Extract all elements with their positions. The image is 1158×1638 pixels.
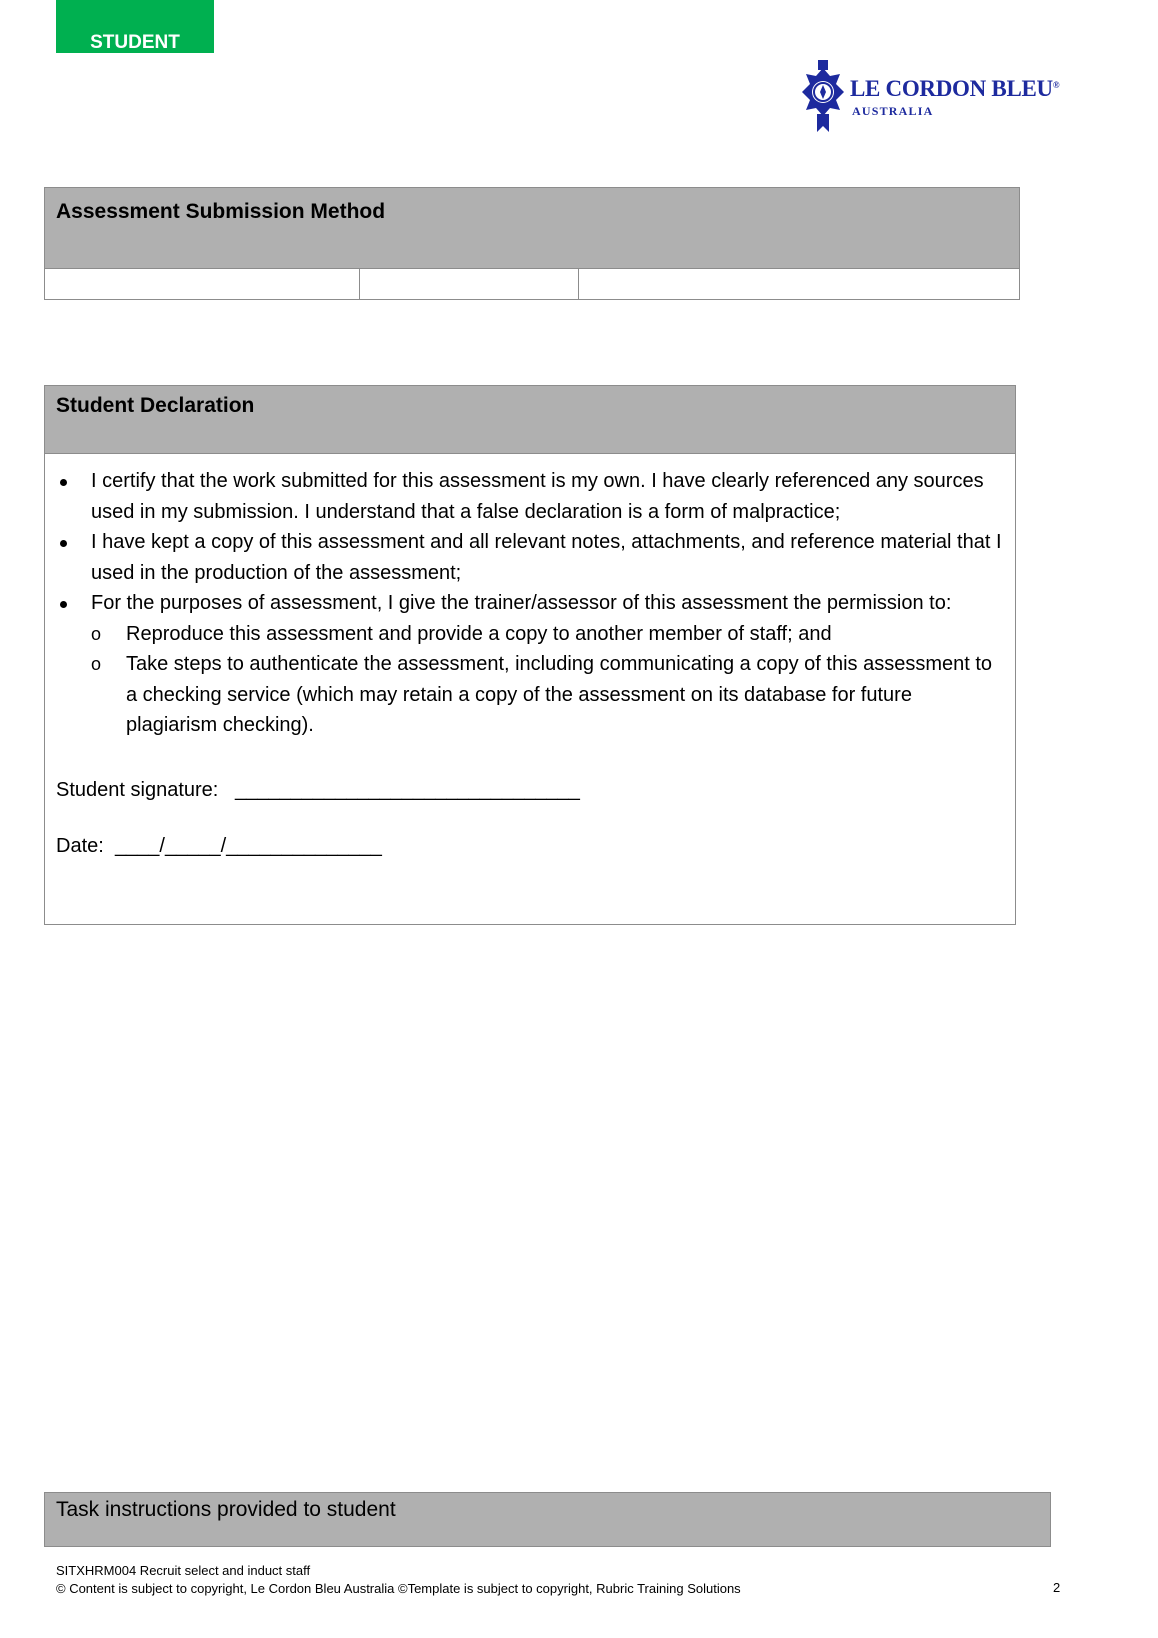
- declaration-body: [45, 454, 1015, 862]
- submission-cell-1[interactable]: [45, 269, 360, 299]
- student-tab: [56, 0, 214, 53]
- footer-copyright: © Content is subject to copyright, Le Cordon Bleu Australia ©Template is subject to copyright, Rubric Training Solutions: [56, 1581, 741, 1596]
- signature-line[interactable]: _______________________________: [235, 778, 580, 801]
- task-instructions-title: Task instructions provided to student: [56, 1498, 396, 1521]
- footer-unit: SITXHRM004 Recruit select and induct staff: [56, 1563, 311, 1578]
- date-line[interactable]: ____/_____/______________: [114, 835, 382, 857]
- permission-item: o Take steps to authenticate the assessment, including communicating a copy of this assessment to a checking service (which may retain a copy of the assessment on its database for future plagiarism checking).: [91, 653, 993, 736]
- submission-method-table: [44, 187, 1020, 300]
- le-cordon-bleu-logo: [800, 60, 1060, 132]
- declaration-bullet: I have kept a copy of this assessment and all relevant notes, attachments, and reference material that I used in the production of the assessment;: [56, 527, 1004, 588]
- date-field[interactable]: [56, 831, 1004, 862]
- permission-item: o Reproduce this assessment and provide a copy to another member of staff; and: [91, 622, 832, 645]
- student-signature-field[interactable]: [56, 775, 1004, 806]
- footer: [56, 1562, 741, 1598]
- submission-cell-2[interactable]: [360, 269, 579, 299]
- declaration-list: [56, 466, 1004, 741]
- declaration-bullet: I certify that the work submitted for this assessment is my own. I have clearly referenced any sources used in my submission. I understand that a false declaration is a form of malpractice;: [56, 466, 1004, 527]
- logo-country: AUSTRALIA: [852, 104, 934, 118]
- page-number: 2: [1053, 1580, 1061, 1595]
- logo-name: LE CORDON BLEU®: [850, 76, 1060, 101]
- student-tab-label: STUDENT: [90, 32, 180, 53]
- submission-method-title: Assessment Submission Method: [45, 188, 1019, 269]
- date-label: Date:: [56, 835, 104, 857]
- signature-label: Student signature:: [56, 778, 219, 801]
- student-declaration-box: [44, 385, 1016, 925]
- declaration-title: Student Declaration: [45, 386, 1015, 454]
- declaration-bullet: For the purposes of assessment, I give the trainer/assessor of this assessment the permission to: o Reproduce this assessment and provide a copy to another member of staff; and o Take steps to authenticate the assessment, including communicating a copy of this assessment to a checking service (which may retain a copy of the assessment on its database for future plagiarism checking).: [56, 588, 1004, 741]
- submission-method-row: [45, 269, 1019, 299]
- crest-icon: [800, 60, 846, 132]
- submission-cell-3[interactable]: [579, 269, 1019, 299]
- permission-list: [56, 619, 1004, 741]
- task-instructions-header: [44, 1492, 1051, 1547]
